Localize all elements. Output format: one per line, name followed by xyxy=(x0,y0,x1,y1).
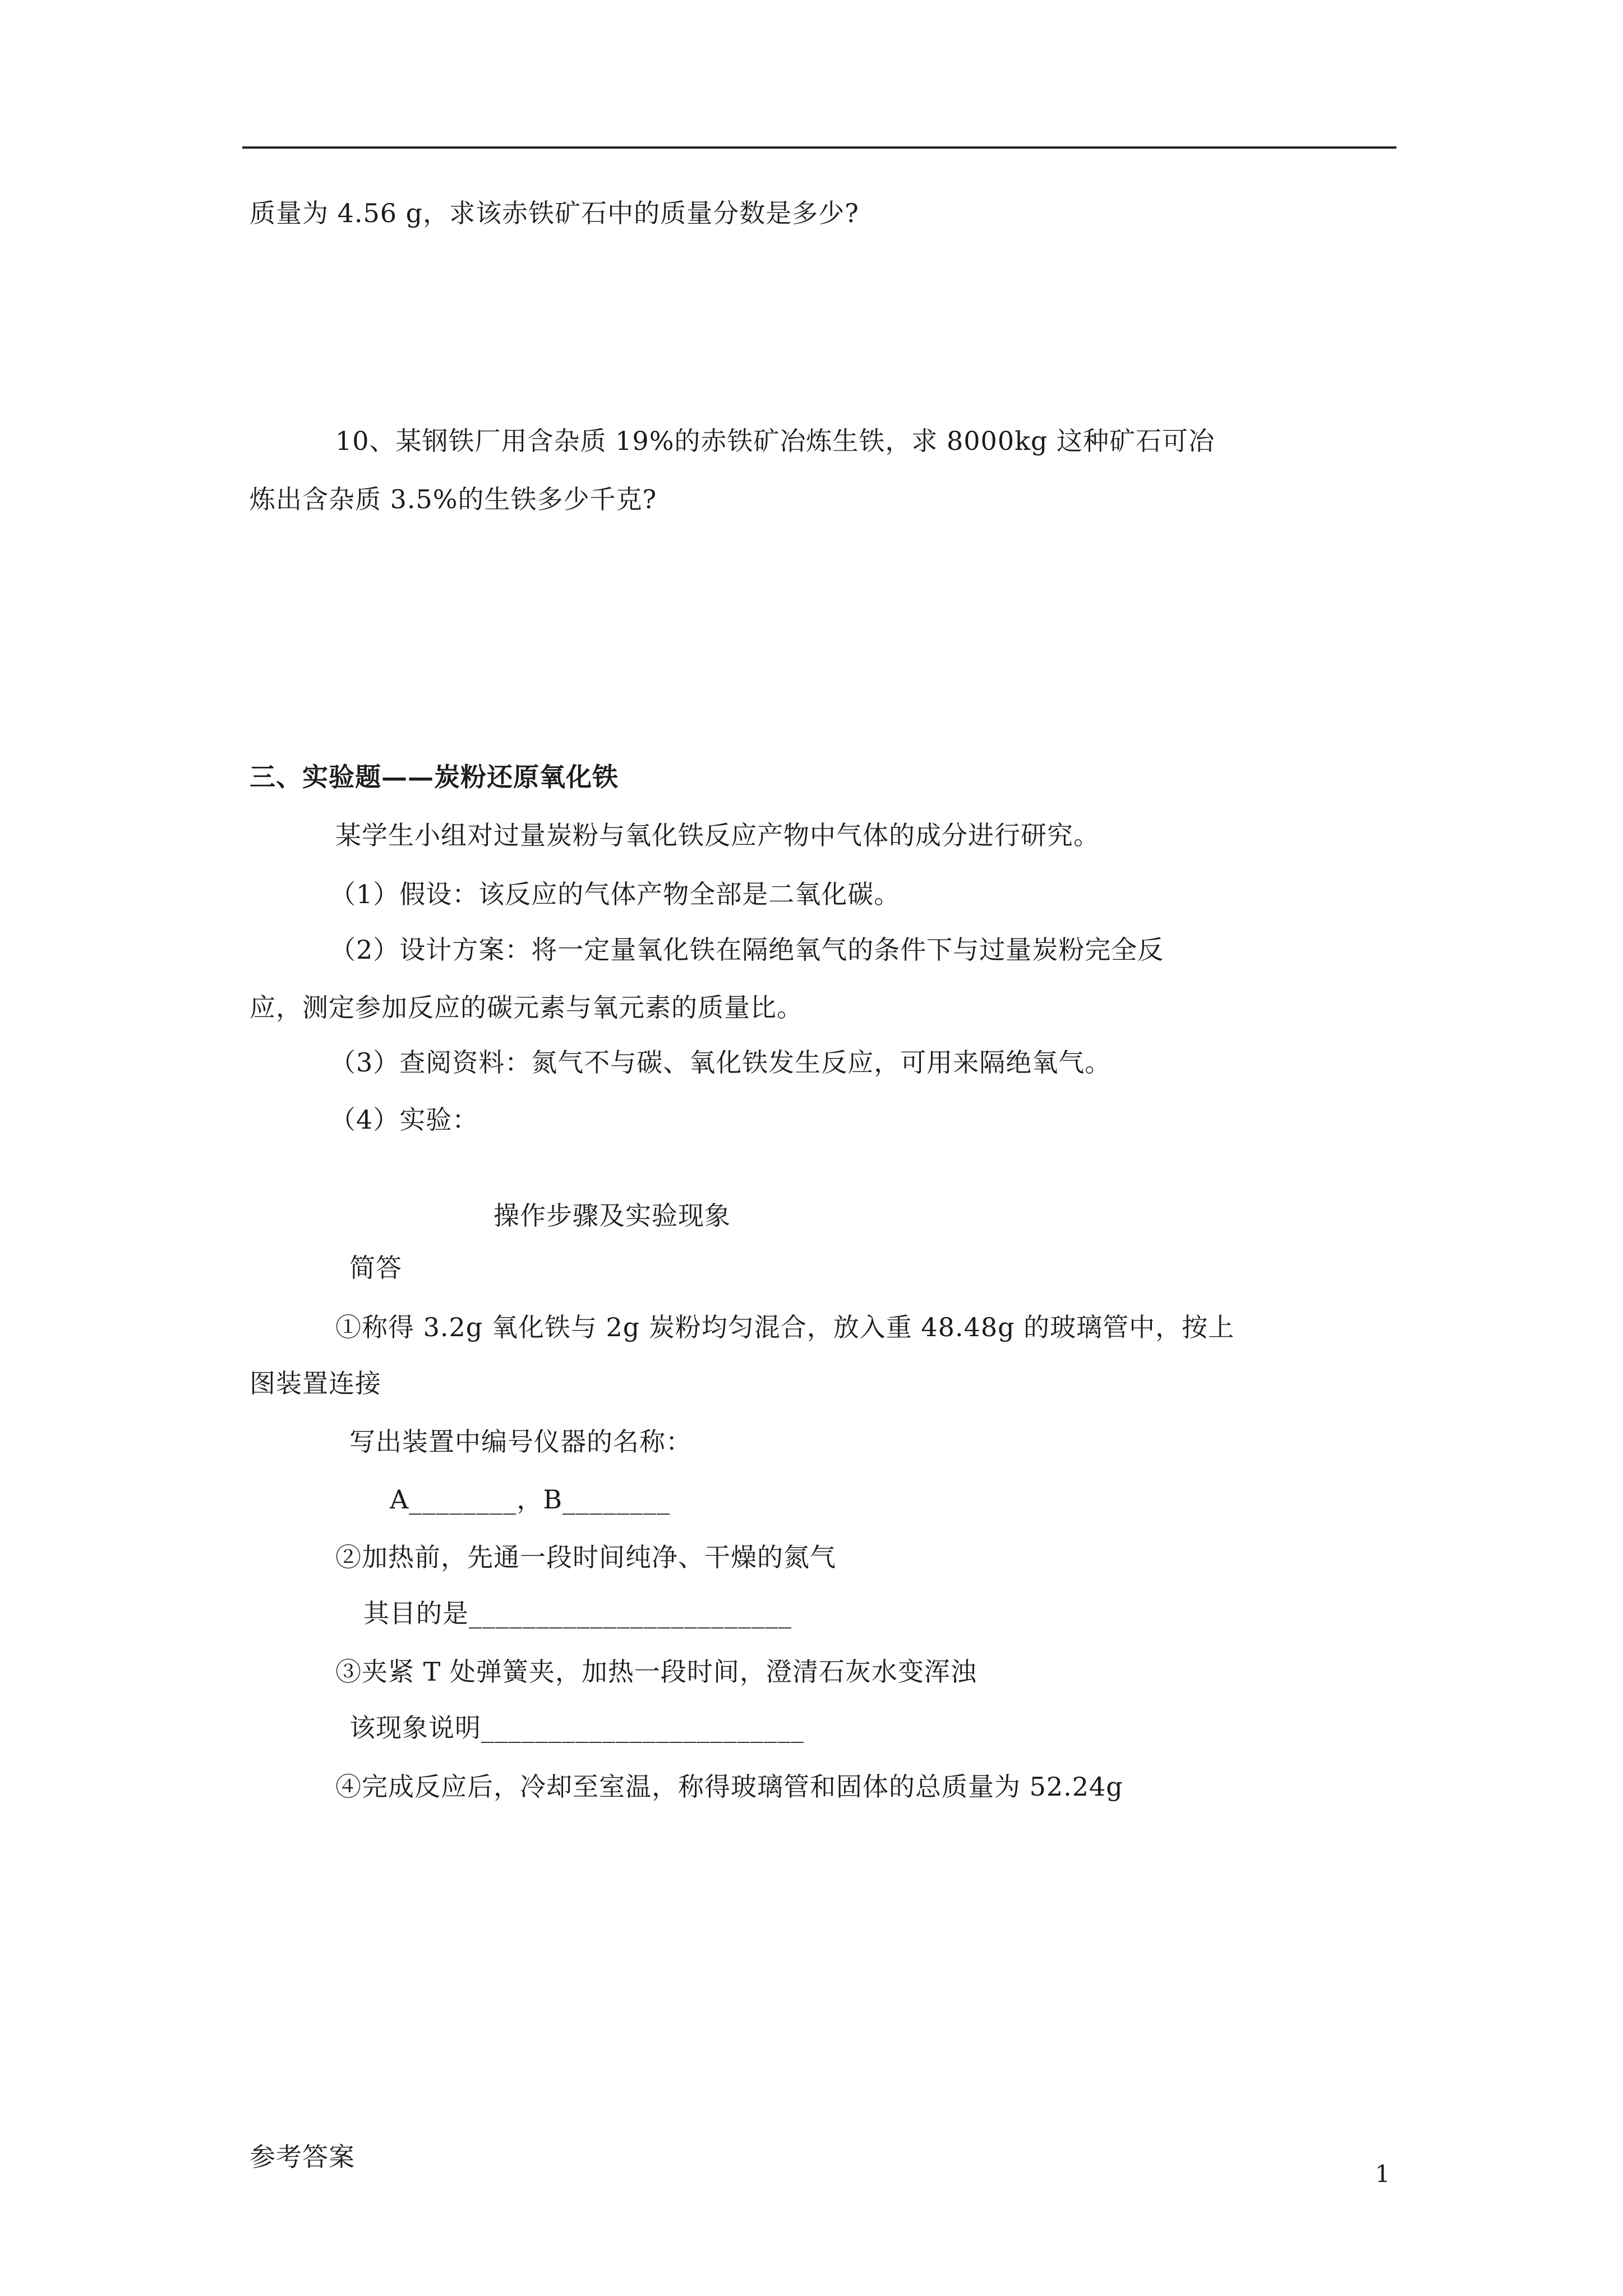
design-line-1: （2）设计方案：将一定量氧化铁在隔绝氧气的条件下与过量炭粉完全反 xyxy=(330,935,1164,965)
step-2-text: ②加热前，先通一段时间纯净、干燥的氮气 xyxy=(335,1542,836,1572)
step-3-text: ③夹紧 T 处弹簧夹，加热一段时间，澄清石灰水变浑浊 xyxy=(335,1657,977,1687)
table-header-steps: 操作步骤及实验现象 xyxy=(494,1200,731,1231)
reference-text: （3）查阅资料：氮气不与碳、氧化铁发生反应，可用来隔绝氧气。 xyxy=(330,1047,1112,1078)
step-4-text: ④完成反应后，冷却至室温，称得玻璃管和固体的总质量为 52.24g xyxy=(335,1772,1123,1802)
step-3-question: 该现象说明________________________ xyxy=(349,1713,804,1743)
step-1-question: 写出装置中编号仪器的名称： xyxy=(349,1427,692,1457)
design-line-2: 应，测定参加反应的碳元素与氧元素的质量比。 xyxy=(250,992,803,1023)
step-1-line-2: 图装置连接 xyxy=(250,1368,381,1398)
page-number: 1 xyxy=(1375,2160,1390,2188)
q10-line-1: 10、某钢铁厂用含杂质 19%的赤铁矿冶炼生铁，求 8000kg 这种矿石可冶 xyxy=(335,426,1215,456)
q9-tail-text: 质量为 4.56 g，求该赤铁矿石中的质量分数是多少? xyxy=(250,198,859,228)
hypothesis-text: （1）假设：该反应的气体产物全部是二氧化碳。 xyxy=(330,879,901,909)
table-header-answer: 简答 xyxy=(349,1253,402,1283)
experiment-intro: 某学生小组对过量炭粉与氧化铁反应产物中气体的成分进行研究。 xyxy=(335,820,1100,850)
answers-title: 参考答案 xyxy=(250,2142,355,2172)
experiment-label: （4）实验： xyxy=(330,1105,479,1135)
step-1-blanks: A________，B________ xyxy=(390,1484,671,1515)
section-3-title: 三、实验题——炭粉还原氧化铁 xyxy=(250,762,619,792)
step-2-question: 其目的是________________________ xyxy=(363,1598,792,1628)
q10-line-2: 炼出含杂质 3.5%的生铁多少千克? xyxy=(250,484,657,514)
header-rule xyxy=(242,146,1396,149)
step-1-line-1: ①称得 3.2g 氧化铁与 2g 炭粉均匀混合，放入重 48.48g 的玻璃管中，按上 xyxy=(335,1312,1235,1342)
